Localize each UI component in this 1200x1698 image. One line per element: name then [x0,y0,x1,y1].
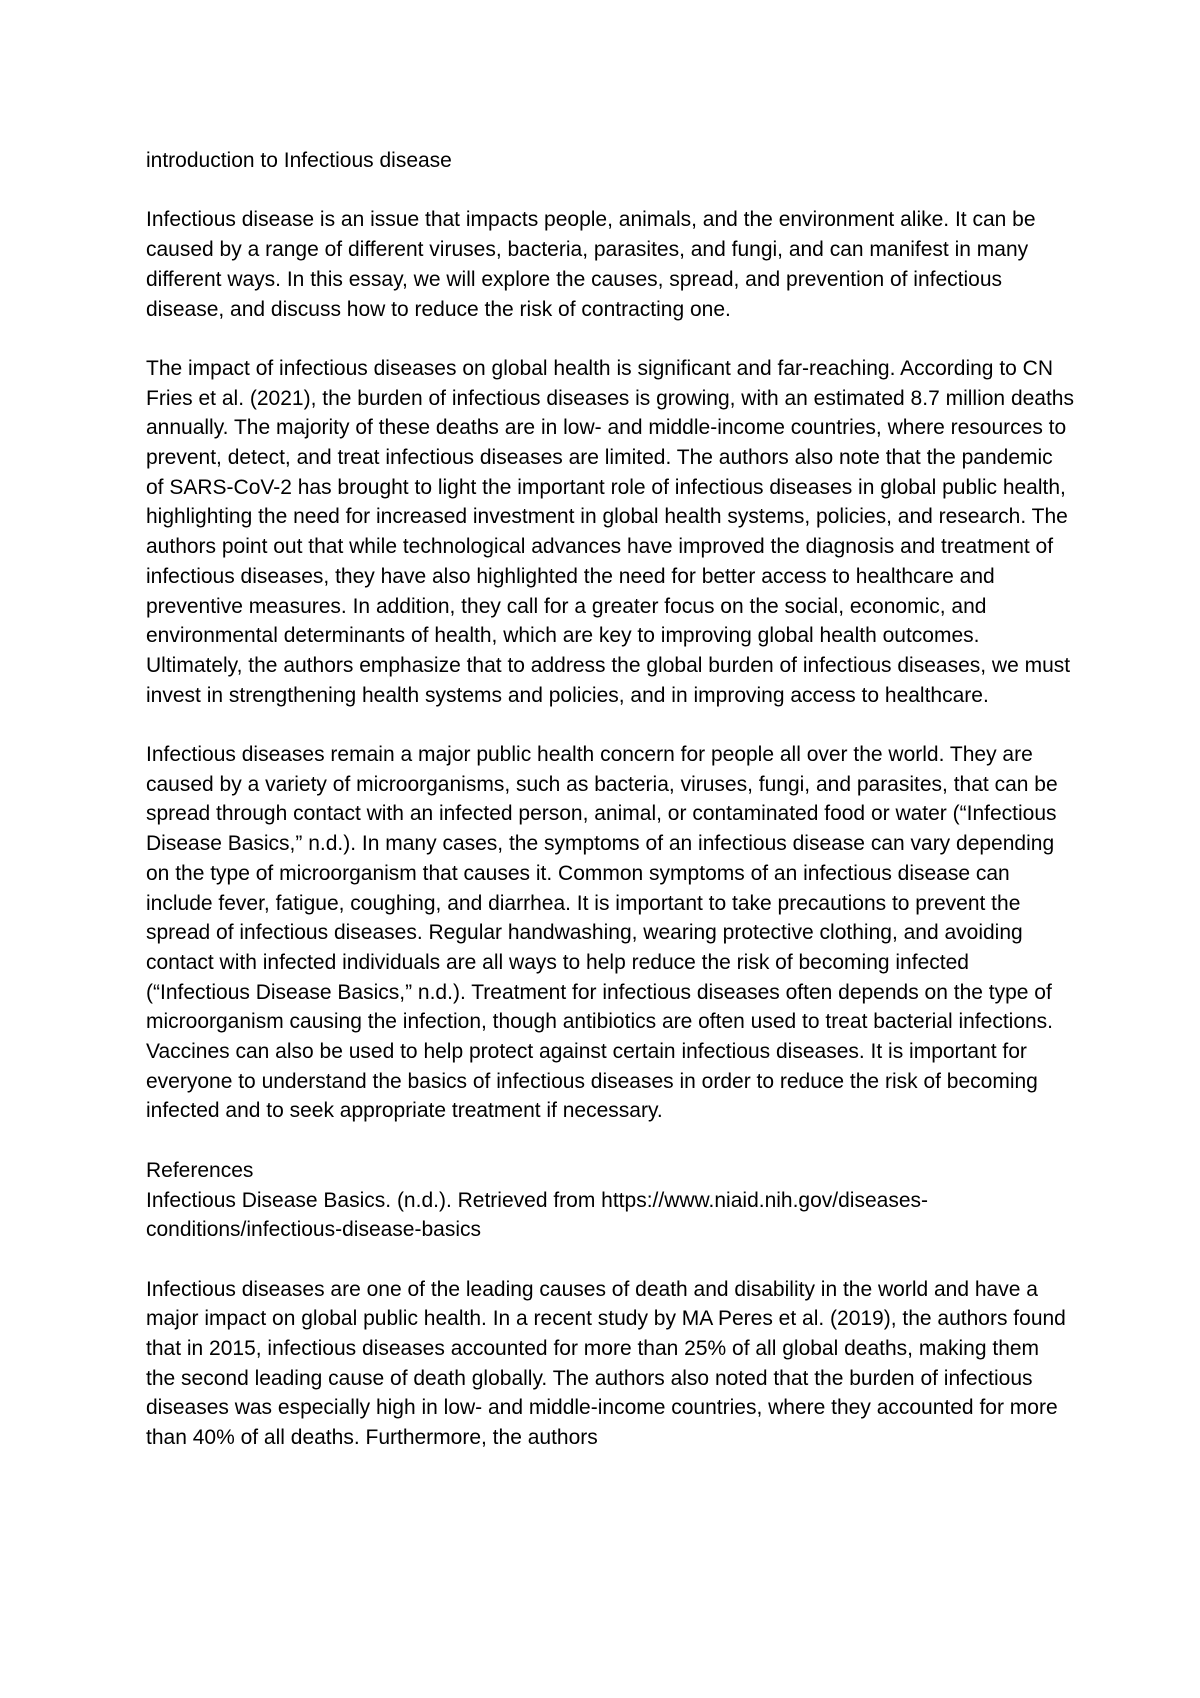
references-section [146,1156,1074,1245]
document-body [146,146,1074,1483]
paragraph-disease-basics: Infectious diseases remain a major public health concern for people all over the world. They are caused by a variety of microorganisms, such as bacteria, viruses, fungi, and parasites, that can be spread through contact with an infected person, animal, or contaminated food or water (“Infectious Disease Basics,” n.d.). In many cases, the symptoms of an infectious disease can vary depending on the type of microorganism that causes it. Common symptoms of an infectious disease can include fever, fatigue, coughing, and diarrhea. It is important to take precautions to prevent the spread of infectious diseases. Regular handwashing, wearing protective clothing, and avoiding contact with infected individuals are all ways to help reduce the risk of becoming infected (“Infectious Disease Basics,” n.d.). Treatment for infectious diseases often depends on the type of microorganism causing the infection, though antibiotics are often used to treat bacterial infections. Vaccines can also be used to help protect against certain infectious diseases. It is important for everyone to understand the basics of infectious diseases in order to reduce the risk of becoming infected and to seek appropriate treatment if necessary. [146,743,1058,1123]
document-title: introduction to Infectious disease [146,149,452,172]
paragraph-leading-causes: Infectious diseases are one of the leading causes of death and disability in the world and have a major impact on global public health. In a recent study by MA Peres et al. (2019), the authors found that in 2015, infectious diseases accounted for more than 25% of all global deaths, making them the second leading cause of death globally. The authors also noted that the burden of infectious diseases was especially high in low- and middle-income countries, where they accounted for more than 40% of all deaths. Furthermore, the authors [146,1277,1066,1450]
paragraph-intro: Infectious disease is an issue that impacts people, animals, and the environment alike. It can be caused by a range of different viruses, bacteria, parasites, and fungi, and can manifest in many different ways. In this essay, we will explore the causes, spread, and prevention of infectious disease, and discuss how to reduce the risk of contracting one. [146,208,1036,321]
references-heading: References [146,1158,254,1182]
paragraph-global-impact: The impact of infectious diseases on global health is significant and far-reaching. According to CN Fries et al. (2021), the burden of infectious diseases is growing, with an estimated 8.7 million deaths annually. The majority of these deaths are in low- and middle-income countries, where resources to prevent, detect, and treat infectious diseases are limited. The authors also note that the pandemic of SARS-CoV-2 has brought to light the important role of infectious diseases in global public health, highlighting the need for increased investment in global health systems, policies, and research. The authors point out that while technological advances have improved the diagnosis and treatment of infectious diseases, they have also highlighted the need for better access to healthcare and preventive measures. In addition, they call for a greater focus on the social, economic, and environmental determinants of health, which are key to improving global health outcomes. Ultimately, the authors emphasize that to address the global burden of infectious diseases, we must invest in strengthening health systems and policies, and in improving access to healthcare. [146,356,1074,707]
reference-entry: Infectious Disease Basics. (n.d.). Retrieved from https://www.niaid.nih.gov/diseases-conditions/infectious-disease-basics [146,1188,929,1242]
